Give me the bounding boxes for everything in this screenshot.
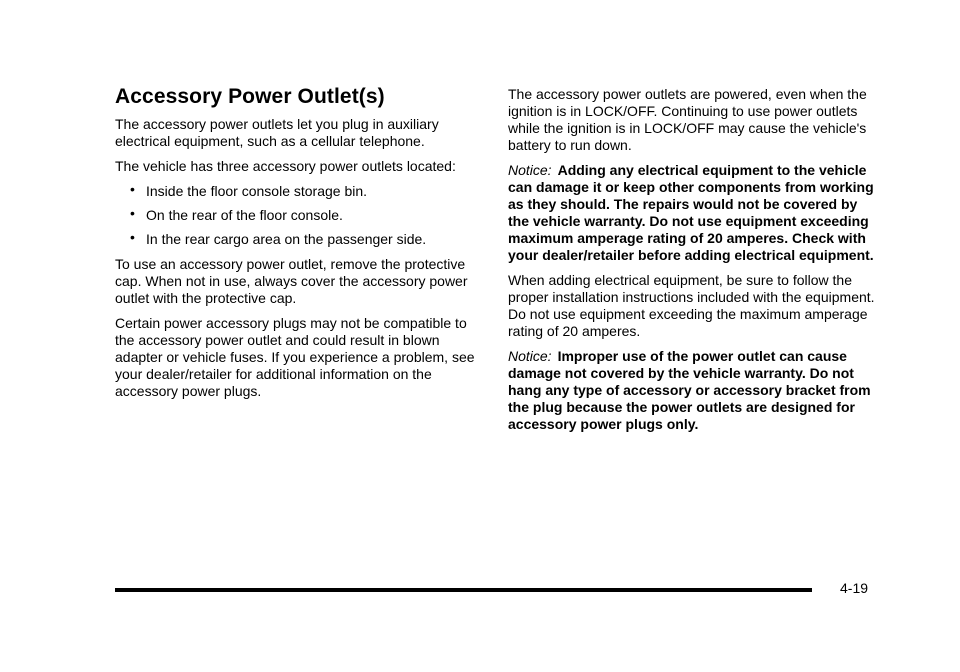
outlet-locations-list <box>115 183 480 248</box>
bullet-icon: • <box>130 181 135 197</box>
list-item <box>115 207 480 224</box>
notice-text: Adding any electrical equipment to the vehicle can damage it or keep other components from working as they should. The repairs would not be covered by the vehicle warranty. Do not use equipment exceeding maximum amperage rating of 20 amperes. Check with your dealer/retailer before adding electrical equipment. <box>508 162 874 263</box>
right-column <box>508 86 878 441</box>
notice-label: Notice: <box>508 162 552 178</box>
bullet-icon: • <box>130 229 135 245</box>
list-item-text: In the rear cargo area on the passenger side. <box>146 231 427 247</box>
list-item <box>115 231 480 248</box>
footer-rule <box>115 588 812 592</box>
notice-block <box>508 348 878 433</box>
notice-label: Notice: <box>508 348 552 364</box>
bullet-icon: • <box>130 205 135 221</box>
intro-paragraph: The accessory power outlets let you plug in auxiliary electrical equipment, such as a cellular telephone. <box>115 116 439 149</box>
list-item <box>115 183 480 200</box>
notice-text: Improper use of the power outlet can cause damage not covered by the vehicle warranty. Do not hang any type of accessory or accessory bracket from the plug because the power outlets are designed for accessory power plugs only. <box>508 348 871 432</box>
installation-paragraph: When adding electrical equipment, be sure to follow the proper installation instructions included with the equipment. Do not use equipment exceeding the maximum amperage rating of 20 amperes. <box>508 272 875 339</box>
compatibility-paragraph: Certain power accessory plugs may not be compatible to the accessory power outlet and could result in blown adapter or vehicle fuses. If you experience a problem, see your dealer/retailer for additional information on the accessory power plugs. <box>115 315 475 399</box>
list-item-text: Inside the floor console storage bin. <box>146 183 368 199</box>
left-column <box>115 116 480 408</box>
list-item-text: On the rear of the floor console. <box>146 207 343 223</box>
page-number: 4-19 <box>840 580 869 596</box>
locations-intro-paragraph: The vehicle has three accessory power outlets located: <box>115 158 456 174</box>
usage-paragraph: To use an accessory power outlet, remove the protective cap. When not in use, always cover the accessory power outlet with the protective cap. <box>115 256 468 306</box>
section-title: Accessory Power Outlet(s) <box>115 85 385 108</box>
ignition-paragraph: The accessory power outlets are powered, even when the ignition is in LOCK/OFF. Continuing to use power outlets while the ignition is in LOCK/OFF may cause the vehicle's battery to run down. <box>508 86 867 153</box>
notice-block <box>508 162 878 264</box>
